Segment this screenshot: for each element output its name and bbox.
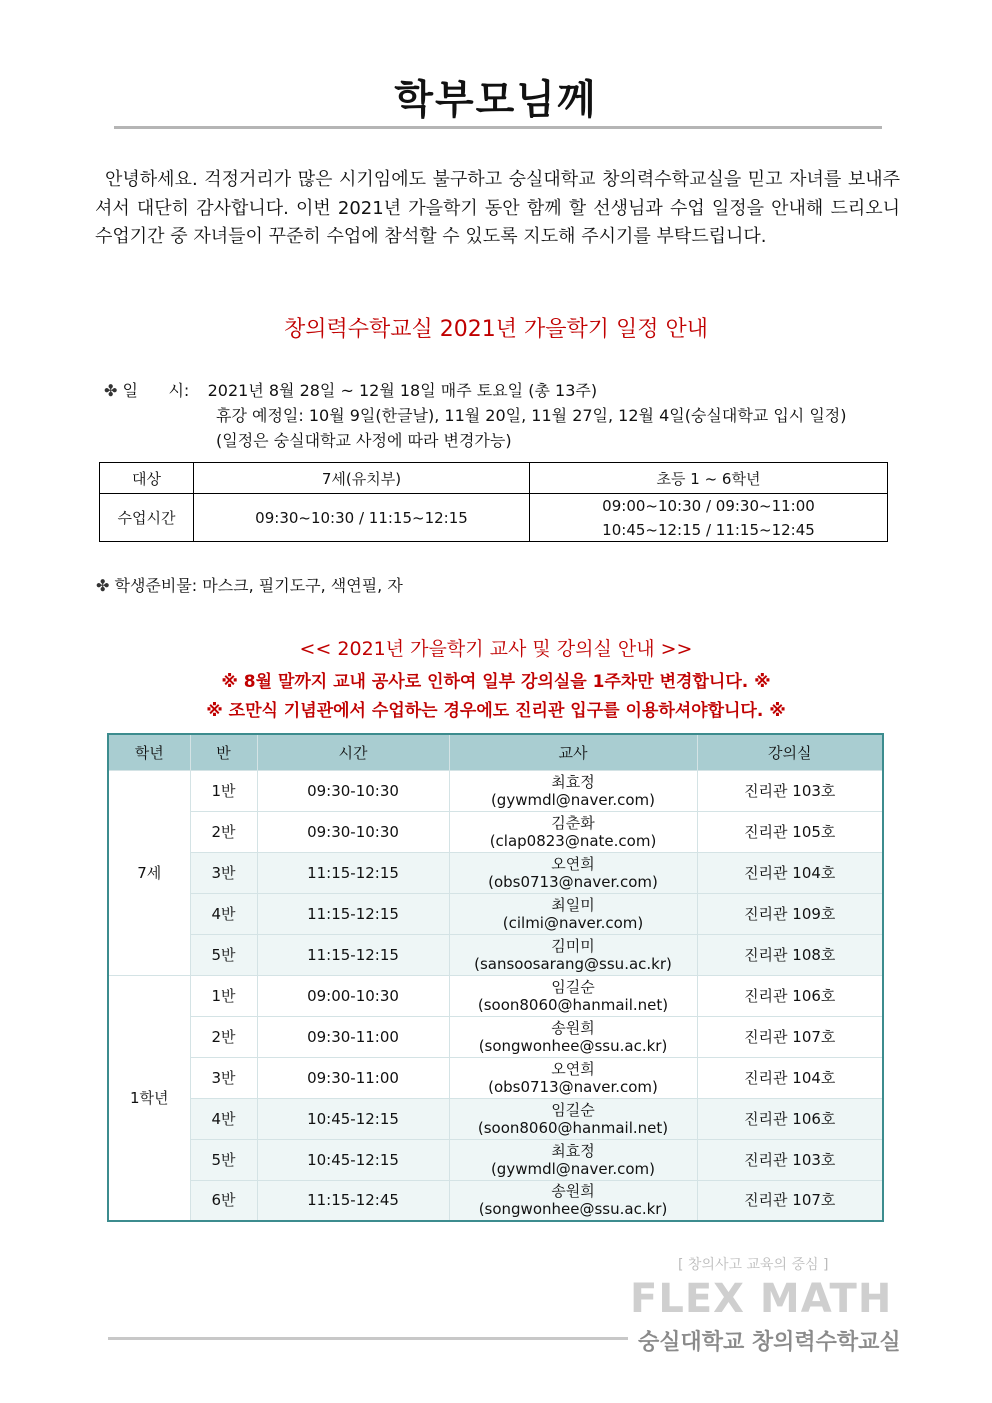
teacher-name: 송원희 — [551, 1182, 595, 1201]
table-row — [108, 1016, 883, 1057]
table-row — [108, 934, 883, 975]
time-cell: 09:30-11:00 — [257, 1057, 449, 1098]
room-cell: 진리관 103호 — [697, 1139, 883, 1180]
table-row — [108, 1098, 883, 1139]
room-cell: 진리관 107호 — [697, 1180, 883, 1221]
cell: 대상 — [100, 463, 194, 494]
supplies-line — [96, 573, 403, 598]
schedule-dates: 2021년 8월 28일 ~ 12월 18일 매주 토요일 (총 13주) — [207, 381, 598, 400]
teacher-cell — [449, 893, 697, 934]
teacher-cell — [449, 770, 697, 811]
teacher-name: 임길순 — [551, 977, 595, 996]
table-row — [108, 893, 883, 934]
class-cell: 2반 — [190, 811, 257, 852]
room-cell: 진리관 108호 — [697, 934, 883, 975]
table-row — [108, 1057, 883, 1098]
teacher-cell — [449, 1016, 697, 1057]
teacher-email[interactable]: (soon8060@hanmail.net) — [477, 995, 669, 1014]
class-cell: 4반 — [190, 1098, 257, 1139]
teacher-cell — [449, 811, 697, 852]
teacher-email[interactable]: (cilmi@naver.com) — [502, 913, 644, 932]
header-cell: 교사 — [449, 734, 697, 770]
logo-tagline: [ 창의사고 교육의 중심 ] — [678, 1257, 829, 1273]
notice-2: ※ 조만식 기념관에서 수업하는 경우에도 진리관 입구를 이용하셔야합니다. ※ — [206, 701, 786, 721]
class-cell: 4반 — [190, 893, 257, 934]
table-row — [108, 852, 883, 893]
teacher-table — [107, 733, 884, 1222]
class-cell: 5반 — [190, 1139, 257, 1180]
teacher-name: 송원희 — [551, 1018, 595, 1037]
teacher-name: 임길순 — [551, 1100, 595, 1119]
teacher-cell — [449, 1057, 697, 1098]
class-cell: 5반 — [190, 934, 257, 975]
schedule-note: (일정은 숭실대학교 사정에 따라 변경가능) — [216, 431, 512, 450]
time-cell: 10:45-12:15 — [257, 1098, 449, 1139]
time-cell: 09:30-10:30 — [257, 770, 449, 811]
teacher-cell — [449, 1180, 697, 1221]
footer-divider — [108, 1337, 628, 1340]
teacher-email[interactable]: (soon8060@hanmail.net) — [477, 1118, 669, 1137]
cell: 7세(유치부) — [194, 463, 530, 494]
room-cell: 진리관 107호 — [697, 1016, 883, 1057]
room-cell: 진리관 109호 — [697, 893, 883, 934]
teacher-name: 최효정 — [551, 1141, 595, 1160]
class-cell: 2반 — [190, 1016, 257, 1057]
teacher-email[interactable]: (songwonhee@ssu.ac.kr) — [478, 1036, 668, 1055]
room-cell: 진리관 106호 — [697, 975, 883, 1016]
supplies-text: 학생준비물: 마스크, 필기도구, 색연필, 자 — [114, 576, 403, 595]
cell: 초등 1 ~ 6학년 — [530, 463, 888, 494]
page-title: 학부모님께 — [394, 77, 598, 123]
class-time-table — [99, 462, 888, 542]
room-cell: 진리관 104호 — [697, 1057, 883, 1098]
teacher-name: 김춘화 — [551, 813, 595, 832]
room-cell: 진리관 103호 — [697, 770, 883, 811]
room-cell: 진리관 106호 — [697, 1098, 883, 1139]
teacher-heading: << 2021년 가을학기 교사 및 강의실 안내 >> — [299, 638, 693, 660]
time-cell: 11:15-12:15 — [257, 893, 449, 934]
teacher-cell — [449, 1098, 697, 1139]
room-cell: 진리관 104호 — [697, 852, 883, 893]
teacher-name: 오연희 — [551, 854, 595, 873]
table-row — [108, 811, 883, 852]
header-cell: 반 — [190, 734, 257, 770]
intro-paragraph: 안녕하세요. 걱정거리가 많은 시기임에도 불구하고 숭실대학교 창의력수학교실을 믿고 자녀를 보내주셔서 대단히 감사합니다. 이번 2021년 가을학기 동안 함께 할 선생님과 수업 일정을 안내해 드리오니 수업기간 중 자녀들이 꾸준히 수업에 참석할 수 있도록 지도해 주시기를 부탁드립니다. — [95, 169, 900, 247]
header-cell: 학년 — [108, 734, 190, 770]
clover-bullet-icon: ✤ — [104, 381, 118, 400]
table-row — [108, 975, 883, 1016]
schedule-label: 일 시: — [122, 381, 190, 400]
time-cell: 11:15-12:15 — [257, 852, 449, 893]
logo-name: FLEX MATH — [630, 1276, 893, 1322]
teacher-name: 최일미 — [551, 895, 595, 914]
table-row — [108, 1139, 883, 1180]
cell: 09:30~10:30 / 11:15~12:15 — [194, 494, 530, 542]
teacher-cell — [449, 934, 697, 975]
teacher-email[interactable]: (obs0713@naver.com) — [488, 1077, 658, 1096]
time-cell: 09:30-10:30 — [257, 811, 449, 852]
logo-org: 숭실대학교 창의력수학교실 — [638, 1330, 901, 1355]
notice-1: ※ 8월 말까지 교내 공사로 인하여 일부 강의실을 1주차만 변경합니다. ※ — [221, 672, 771, 692]
grade-cell: 1학년 — [108, 975, 190, 1221]
holidays: 휴강 예정일: 10월 9일(한글날), 11월 20일, 11월 27일, 12월 4일(숭실대학교 입시 일정) — [216, 406, 847, 425]
teacher-email[interactable]: (clap0823@nate.com) — [489, 831, 657, 850]
teacher-email[interactable]: (songwonhee@ssu.ac.kr) — [478, 1200, 668, 1219]
time-line: 10:45~12:15 / 11:15~12:45 — [602, 520, 815, 539]
time-line: 09:00~10:30 / 09:30~11:00 — [602, 496, 815, 515]
teacher-email[interactable]: (obs0713@naver.com) — [488, 872, 658, 891]
class-cell: 3반 — [190, 1057, 257, 1098]
teacher-cell — [449, 852, 697, 893]
class-cell: 6반 — [190, 1180, 257, 1221]
time-cell: 11:15-12:45 — [257, 1180, 449, 1221]
teacher-email[interactable]: (gywmdl@naver.com) — [490, 1159, 656, 1178]
time-cell: 10:45-12:15 — [257, 1139, 449, 1180]
teacher-email[interactable]: (sansoosarang@ssu.ac.kr) — [474, 954, 672, 973]
teacher-email[interactable]: (gywmdl@naver.com) — [490, 790, 656, 809]
header-cell: 시간 — [257, 734, 449, 770]
schedule-heading: 창의력수학교실 2021년 가을학기 일정 안내 — [284, 317, 708, 342]
time-cell: 09:00-10:30 — [257, 975, 449, 1016]
class-cell: 3반 — [190, 852, 257, 893]
title-divider — [114, 126, 882, 129]
schedule-info — [104, 378, 846, 453]
cell: 수업시간 — [100, 494, 194, 542]
cell — [530, 494, 888, 542]
clover-bullet-icon: ✤ — [96, 576, 110, 595]
teacher-cell — [449, 1139, 697, 1180]
class-cell: 1반 — [190, 975, 257, 1016]
time-cell: 11:15-12:15 — [257, 934, 449, 975]
class-cell: 1반 — [190, 770, 257, 811]
time-cell: 09:30-11:00 — [257, 1016, 449, 1057]
header-cell: 강의실 — [697, 734, 883, 770]
teacher-name: 오연희 — [551, 1059, 595, 1078]
table-row — [108, 1180, 883, 1221]
teacher-name: 김미미 — [551, 936, 595, 955]
table-row — [108, 770, 883, 811]
room-cell: 진리관 105호 — [697, 811, 883, 852]
grade-cell: 7세 — [108, 770, 190, 975]
teacher-cell — [449, 975, 697, 1016]
teacher-name: 최효정 — [551, 772, 595, 791]
